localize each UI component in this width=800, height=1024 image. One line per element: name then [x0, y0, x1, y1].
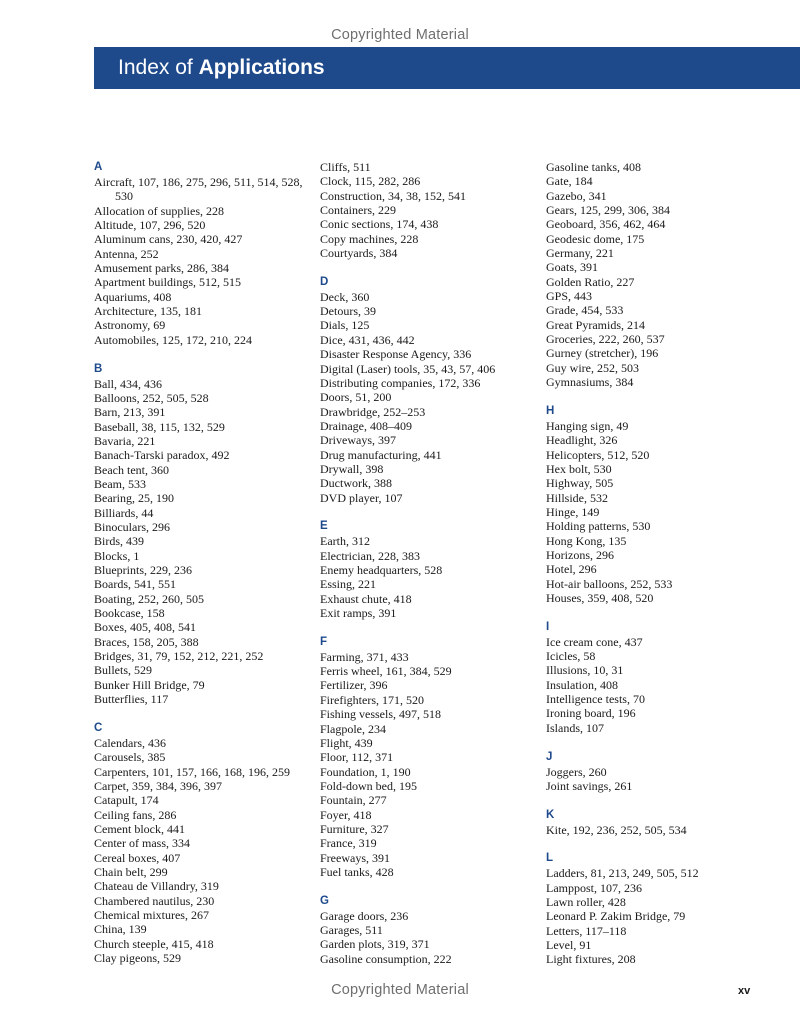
- index-entry: Cement block, 441: [94, 821, 185, 836]
- index-entry: Hotel, 296: [546, 562, 597, 577]
- section-letter-h: H: [546, 404, 555, 417]
- index-entry: Illusions, 10, 31: [546, 663, 624, 678]
- index-entry: Banach-Tarski paradox, 492: [94, 448, 230, 463]
- section-spacer: [546, 793, 766, 807]
- index-entry: Dials, 125: [320, 318, 370, 333]
- index-entry: Allocation of supplies, 228: [94, 203, 224, 218]
- index-entry: Architecture, 135, 181: [94, 304, 202, 319]
- index-entry: Chain belt, 299: [94, 864, 168, 879]
- section-spacer: [546, 837, 766, 851]
- index-entry: Chemical mixtures, 267: [94, 907, 209, 922]
- index-entry: Beam, 533: [94, 476, 146, 491]
- index-entry: Exit ramps, 391: [320, 606, 397, 621]
- index-entry: Butterflies, 117: [94, 692, 169, 707]
- index-entry: Carpenters, 101, 157, 166, 168, 196, 259: [94, 764, 290, 779]
- index-entry: Aircraft, 107, 186, 275, 296, 511, 514, 528, 530: [94, 175, 303, 204]
- index-entry: Hinge, 149: [546, 504, 600, 519]
- index-entry: Foyer, 418: [320, 807, 372, 822]
- index-entry: Germany, 221: [546, 246, 614, 261]
- index-column-2: [320, 160, 540, 966]
- index-entry: Birds, 439: [94, 534, 145, 549]
- index-entry: Headlight, 326: [546, 433, 618, 448]
- index-entry: Lawn roller, 428: [546, 895, 626, 910]
- index-entry: Copy machines, 228: [320, 231, 419, 246]
- index-entry: Amusement parks, 286, 384: [94, 261, 229, 276]
- index-entry: Hex bolt, 530: [546, 461, 612, 476]
- index-entry: Fishing vessels, 497, 518: [320, 707, 442, 722]
- index-entry: Exhaust chute, 418: [320, 591, 412, 606]
- index-entry: Ball, 434, 436: [94, 376, 162, 391]
- section-spacer: [94, 706, 314, 720]
- title-light: Index of: [118, 56, 193, 79]
- index-entry: Antenna, 252: [94, 246, 159, 261]
- index-entry: Leonard P. Zakim Bridge, 79: [546, 909, 686, 924]
- index-entry: Golden Ratio, 227: [546, 274, 635, 289]
- index-entry: Fertilizer, 396: [320, 678, 388, 693]
- section-spacer: [320, 505, 540, 519]
- index-entry: France, 319: [320, 836, 377, 851]
- index-entry: Conic sections, 174, 438: [320, 217, 439, 232]
- index-entry: Hanging sign, 49: [546, 418, 629, 433]
- index-entry: Ferris wheel, 161, 384, 529: [320, 664, 452, 679]
- index-entry: Clock, 115, 282, 286: [320, 174, 421, 189]
- section-letter-i: I: [546, 620, 550, 633]
- index-entry: Essing, 221: [320, 577, 377, 592]
- index-entry: Billiards, 44: [94, 505, 154, 520]
- index-entry: Deck, 360: [320, 289, 370, 304]
- index-entry: Houses, 359, 408, 520: [546, 591, 654, 606]
- index-entry: Garages, 511: [320, 923, 383, 938]
- index-entry: Barn, 213, 391: [94, 405, 166, 420]
- section-letter-k: K: [546, 808, 555, 821]
- index-entry: Blocks, 1: [94, 548, 140, 563]
- index-entry: Joggers, 260: [546, 764, 607, 779]
- section-letter-e: E: [320, 520, 328, 533]
- index-entry: Altitude, 107, 296, 520: [94, 218, 206, 233]
- index-entry: Detours, 39: [320, 304, 376, 319]
- index-entry: Gasoline tanks, 408: [546, 160, 641, 174]
- index-entry: Catapult, 174: [94, 793, 159, 808]
- index-entry: Bavaria, 221: [94, 433, 156, 448]
- index-entry: Center of mass, 334: [94, 836, 190, 851]
- index-entry: Gate, 184: [546, 174, 593, 189]
- index-entry: Goats, 391: [546, 260, 598, 275]
- index-entry: Construction, 34, 38, 152, 541: [320, 188, 466, 203]
- index-entry: Chambered nautilus, 230: [94, 893, 215, 908]
- index-entry: Helicopters, 512, 520: [546, 447, 650, 462]
- index-entry: Flagpole, 234: [320, 721, 386, 736]
- index-entry: Bullets, 529: [94, 663, 153, 678]
- index-entry: Chateau de Villandry, 319: [94, 879, 219, 894]
- section-spacer: [94, 347, 314, 361]
- index-entry: Fold-down bed, 195: [320, 778, 417, 793]
- index-entry: Foundation, 1, 190: [320, 764, 411, 779]
- index-entry: Firefighters, 171, 520: [320, 692, 424, 707]
- index-entry: Gurney (stretcher), 196: [546, 346, 659, 361]
- index-entry: Digital (Laser) tools, 35, 43, 57, 406: [320, 361, 496, 376]
- index-entry: Flight, 439: [320, 735, 373, 750]
- index-entry: Icicles, 58: [546, 649, 596, 664]
- index-entry: Bunker Hill Bridge, 79: [94, 677, 205, 692]
- index-entry: Dice, 431, 436, 442: [320, 332, 415, 347]
- index-entry: Astronomy, 69: [94, 318, 166, 333]
- section-spacer: [546, 735, 766, 749]
- index-entry: Gymnasiums, 384: [546, 375, 634, 390]
- index-entry: Braces, 158, 205, 388: [94, 634, 199, 649]
- index-entry: Boards, 541, 551: [94, 577, 176, 592]
- index-entry: Garden plots, 319, 371: [320, 937, 430, 952]
- index-entry: Guy wire, 252, 503: [546, 360, 639, 375]
- index-entry: Hong Kong, 135: [546, 533, 627, 548]
- section-spacer: [546, 390, 766, 404]
- section-letter-c: C: [94, 721, 103, 734]
- index-entry: Insulation, 408: [546, 677, 618, 692]
- index-entry: Driveways, 397: [320, 433, 396, 448]
- index-entry: Fuel tanks, 428: [320, 864, 394, 879]
- section-spacer: [320, 879, 540, 893]
- index-entry: Drug manufacturing, 441: [320, 447, 442, 462]
- index-entry: Drywall, 398: [320, 461, 384, 476]
- index-entry: Ice cream cone, 437: [546, 634, 643, 649]
- index-entry: Great Pyramids, 214: [546, 317, 645, 332]
- section-spacer: [546, 605, 766, 619]
- index-entry: Ironing board, 196: [546, 706, 636, 721]
- index-entry: Boxes, 405, 408, 541: [94, 620, 196, 635]
- index-entry: Groceries, 222, 260, 537: [546, 332, 665, 347]
- index-entry: Ductwork, 388: [320, 476, 392, 491]
- index-entry: Geoboard, 356, 462, 464: [546, 217, 666, 232]
- index-entry: China, 139: [94, 922, 147, 937]
- index-entry: Level, 91: [546, 938, 592, 953]
- index-entry: Horizons, 296: [546, 547, 614, 562]
- page-number: xv: [738, 985, 751, 997]
- index-column-3: [546, 160, 766, 967]
- index-entry: Gasoline consumption, 222: [320, 951, 452, 966]
- page-title-banner: [94, 47, 800, 89]
- section-letter-a: A: [94, 161, 103, 173]
- section-spacer: [320, 620, 540, 634]
- index-entry: Highway, 505: [546, 476, 614, 491]
- index-entry: GPS, 443: [546, 289, 593, 304]
- index-entry: Hillside, 532: [546, 490, 608, 505]
- index-entry: Floor, 112, 371: [320, 750, 394, 765]
- section-letter-d: D: [320, 275, 329, 288]
- section-letter-l: L: [546, 852, 554, 865]
- index-entry: Lamppost, 107, 236: [546, 880, 642, 895]
- watermark-top: Copyrighted Material: [331, 27, 469, 43]
- index-entry: Blueprints, 229, 236: [94, 562, 192, 577]
- index-entry: Islands, 107: [546, 720, 604, 735]
- section-letter-f: F: [320, 635, 328, 648]
- index-entry: Containers, 229: [320, 203, 396, 218]
- index-entry: Ceiling fans, 286: [94, 807, 177, 822]
- index-entry: Carpet, 359, 384, 396, 397: [94, 778, 222, 793]
- index-entry: Church steeple, 415, 418: [94, 936, 214, 951]
- index-entry: Hot-air balloons, 252, 533: [546, 576, 673, 591]
- index-entry: Doors, 51, 200: [320, 390, 392, 405]
- index-entry: Bearing, 25, 190: [94, 491, 174, 506]
- index-entry: Gears, 125, 299, 306, 384: [546, 203, 670, 218]
- index-entry: Drawbridge, 252–253: [320, 404, 426, 419]
- section-letter-j: J: [546, 750, 553, 763]
- index-entry: Baseball, 38, 115, 132, 529: [94, 419, 225, 434]
- index-entry: Courtyards, 384: [320, 246, 398, 261]
- index-entry: Clay pigeons, 529: [94, 950, 181, 965]
- index-entry: Ladders, 81, 213, 249, 505, 512: [546, 866, 699, 881]
- index-entry: Beach tent, 360: [94, 462, 169, 477]
- index-entry: Garage doors, 236: [320, 908, 409, 923]
- index-entry: Bookcase, 158: [94, 606, 165, 621]
- index-entry: Furniture, 327: [320, 821, 389, 836]
- index-entry: Joint savings, 261: [546, 778, 633, 793]
- index-entry: Distributing companies, 172, 336: [320, 375, 481, 390]
- index-entry: Calendars, 436: [94, 735, 166, 750]
- index-entry: Drainage, 408–409: [320, 418, 412, 433]
- index-entry: Holding patterns, 530: [546, 519, 651, 534]
- index-entry: Apartment buildings, 512, 515: [94, 275, 241, 290]
- index-entry: Grade, 454, 533: [546, 303, 624, 318]
- index-entry: Earth, 312: [320, 534, 370, 549]
- index-entry: Enemy headquarters, 528: [320, 563, 443, 578]
- index-entry: Boating, 252, 260, 505: [94, 591, 204, 606]
- index-entry: Aluminum cans, 230, 420, 427: [94, 232, 243, 247]
- index-entry: DVD player, 107: [320, 490, 403, 505]
- index-entry: Carousels, 385: [94, 750, 166, 765]
- index-entry: Electrician, 228, 383: [320, 548, 420, 563]
- index-column-1: [94, 160, 314, 965]
- index-entry: Gazebo, 341: [546, 188, 607, 203]
- index-entry: Cliffs, 511: [320, 160, 371, 174]
- index-entry: Aquariums, 408: [94, 289, 172, 304]
- index-entry: Kite, 192, 236, 252, 505, 534: [546, 822, 687, 837]
- index-entry: Letters, 117–118: [546, 923, 627, 938]
- index-entry: Light fixtures, 208: [546, 952, 636, 967]
- index-entry: Fountain, 277: [320, 793, 387, 808]
- index-entry: Disaster Response Agency, 336: [320, 347, 472, 362]
- index-entry: Bridges, 31, 79, 152, 212, 221, 252: [94, 649, 264, 664]
- index-entry: Geodesic dome, 175: [546, 231, 645, 246]
- section-letter-g: G: [320, 894, 329, 907]
- index-entry: Balloons, 252, 505, 528: [94, 390, 209, 405]
- index-entry: Freeways, 391: [320, 850, 390, 865]
- section-letter-b: B: [94, 362, 103, 375]
- section-spacer: [320, 260, 540, 274]
- index-entry: Farming, 371, 433: [320, 649, 409, 664]
- watermark-bottom: Copyrighted Material: [331, 982, 469, 998]
- title-bold: Applications: [198, 56, 325, 79]
- index-entry: Intelligence tests, 70: [546, 692, 645, 707]
- index-entry: Binoculars, 296: [94, 519, 170, 534]
- index-entry: Cereal boxes, 407: [94, 850, 181, 865]
- index-entry: Automobiles, 125, 172, 210, 224: [94, 332, 252, 347]
